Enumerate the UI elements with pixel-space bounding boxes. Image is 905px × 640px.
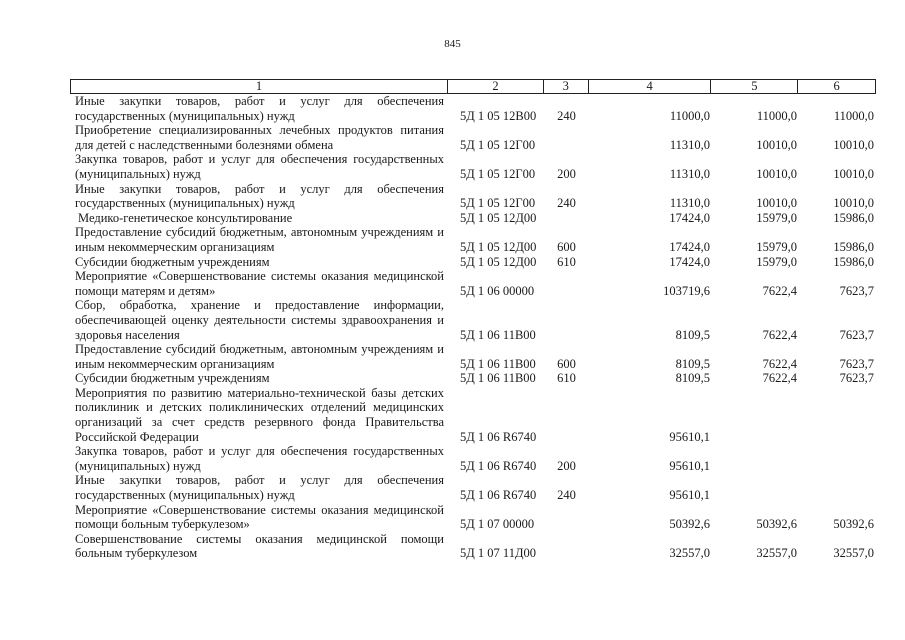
row-name: Мероприятие «Совершенствование системы оказания медицинской помощи матерям и детям»: [75, 269, 444, 298]
row-amount-col5: 10010,0: [756, 137, 797, 152]
row-code: 5Д 1 06 11В00: [460, 356, 536, 371]
row-code: 5Д 1 06 00000: [460, 283, 535, 298]
row-name: Предоставление субсидий бюджетным, автономным учреждениям и иным некоммерческим организациям: [75, 342, 444, 371]
row-expense-type: 600: [557, 356, 576, 371]
row-amount-col6: 7623,7: [839, 327, 874, 342]
row-code: 5Д 1 06 11В00: [460, 327, 536, 342]
table-row: [70, 123, 876, 152]
header-col-6: 6: [833, 79, 840, 94]
row-amount-col4: 8109,5: [675, 327, 710, 342]
row-amount-col6: 15986,0: [833, 254, 874, 269]
row-code: 5Д 1 05 12Г00: [460, 196, 536, 211]
row-name: Медико-генетическое консультирование: [78, 210, 293, 225]
row-amount-col6: [799, 386, 876, 444]
row-name: Иные закупки товаров, работ и услуг для обеспечения государственных (муниципальных) нужд: [75, 94, 444, 123]
row-amount-col5: 7622,4: [762, 327, 797, 342]
table-row: [70, 269, 876, 298]
row-name: Иные закупки товаров, работ и услуг для обеспечения государственных (муниципальных) нужд: [75, 181, 444, 211]
row-amount-col6: 15986,0: [833, 239, 874, 254]
row-code: 5Д 1 05 12Д00: [460, 210, 537, 225]
row-code: 5Д 1 05 12Д00: [460, 239, 537, 254]
table-body: [70, 94, 876, 561]
row-amount-col4: 17424,0: [669, 210, 710, 225]
row-amount-col4: 11310,0: [669, 166, 710, 181]
row-code: 5Д 1 06 R6740: [460, 458, 537, 473]
row-amount-col4: 11310,0: [669, 137, 710, 152]
header-col-3: 3: [544, 80, 589, 93]
row-amount-col5: [712, 444, 799, 473]
row-expense-type: [544, 211, 589, 226]
row-amount-col4: 8109,5: [675, 356, 710, 371]
header-col-1: 1: [71, 80, 448, 93]
row-expense-type: [544, 123, 589, 152]
row-amount-col6: [799, 444, 876, 473]
row-code: 5Д 1 05 12В00: [460, 108, 537, 123]
row-amount-col5: 10010,0: [756, 166, 797, 181]
row-code: 5Д 1 07 00000: [460, 517, 535, 532]
table-row: [70, 225, 876, 254]
row-amount-col4: 17424,0: [669, 239, 710, 254]
row-name: Мероприятия по развитию материально-технической базы детских поликлиник и детских поликлинических отделений медицинских организаций за счет средств резервного фонда Правительства Российской Федерации: [75, 385, 444, 444]
row-amount-col6: 50392,6: [833, 517, 874, 532]
table-row: [70, 503, 876, 532]
table-row: [70, 444, 876, 473]
row-name: Предоставление субсидий бюджетным, автономным учреждениям и иным некоммерческим организациям: [75, 225, 444, 254]
row-name: Закупка товаров, работ и услуг для обеспечения государственных (муниципальных) нужд: [75, 444, 444, 473]
row-amount-col6: 10010,0: [833, 166, 874, 181]
row-expense-type: [544, 269, 589, 298]
table-row: [70, 342, 876, 371]
row-name: Субсидии бюджетным учреждениям: [75, 254, 270, 269]
header-col-2: 2: [448, 80, 544, 93]
row-amount-col5: 15979,0: [756, 254, 797, 269]
table-row: [70, 371, 876, 386]
table-row: [70, 532, 876, 561]
budget-table: [70, 79, 876, 561]
row-amount-col4: 95610,1: [669, 429, 710, 444]
header-col-4: 4: [589, 80, 712, 93]
row-expense-type: 200: [557, 166, 576, 181]
row-name: Мероприятие «Совершенствование системы оказания медицинской помощи больным туберкулезом»: [75, 502, 444, 532]
row-amount-col5: 7622,4: [762, 283, 797, 298]
row-amount-col6: 7623,7: [839, 283, 874, 298]
table-row: [70, 298, 876, 342]
row-amount-col4: 11000,0: [669, 108, 710, 123]
row-amount-col5: 15979,0: [756, 239, 797, 254]
row-amount-col5: 10010,0: [756, 196, 797, 211]
row-amount-col4: 50392,6: [669, 517, 710, 532]
row-expense-type: [544, 298, 589, 342]
row-amount-col5: 32557,0: [756, 546, 797, 561]
row-name: Закупка товаров, работ и услуг для обеспечения государственных (муниципальных) нужд: [75, 152, 444, 181]
row-amount-col6: [799, 473, 876, 502]
row-amount-col4: 17424,0: [669, 254, 710, 269]
row-expense-type: 610: [557, 371, 576, 386]
row-name: Субсидии бюджетным учреждениям: [75, 371, 270, 386]
row-code: 5Д 1 06 R6740: [460, 488, 537, 503]
row-amount-col6: 11000,0: [833, 108, 874, 123]
row-name: Совершенствование системы оказания медицинской помощи больным туберкулезом: [75, 531, 444, 561]
page-number: 845: [444, 38, 461, 50]
row-amount-col5: [712, 473, 799, 502]
row-amount-col4: 32557,0: [669, 546, 710, 561]
row-expense-type: [544, 386, 589, 444]
row-amount-col6: 10010,0: [833, 137, 874, 152]
row-code: 5Д 1 05 12Д00: [460, 254, 537, 269]
row-amount-col4: 11310,0: [669, 196, 710, 211]
table-row: [70, 182, 876, 211]
row-expense-type: 200: [557, 458, 576, 473]
row-code: 5Д 1 05 12Г00: [460, 166, 536, 181]
row-amount-col5: 7622,4: [762, 356, 797, 371]
row-expense-type: 240: [557, 488, 576, 503]
row-amount-col4: 103719,6: [663, 283, 710, 298]
row-amount-col4: 95610,1: [669, 458, 710, 473]
row-code: 5Д 1 06 11В00: [460, 371, 536, 386]
row-amount-col5: 50392,6: [756, 517, 797, 532]
row-name: Приобретение специализированных лечебных продуктов питания для детей с наследственными болезнями обмена: [75, 123, 444, 152]
row-code: 5Д 1 06 R6740: [460, 429, 537, 444]
table-row: [70, 386, 876, 444]
row-expense-type: 240: [557, 196, 576, 211]
row-amount-col6: 15986,0: [833, 210, 874, 225]
row-expense-type: 600: [557, 239, 576, 254]
row-expense-type: 610: [557, 254, 576, 269]
row-name: Иные закупки товаров, работ и услуг для обеспечения государственных (муниципальных) нужд: [75, 473, 444, 503]
row-amount-col6: 7623,7: [839, 371, 874, 386]
table-row: [70, 94, 876, 123]
row-amount-col5: 15979,0: [756, 210, 797, 225]
row-amount-col4: 8109,5: [675, 371, 710, 386]
row-amount-col6: 10010,0: [833, 196, 874, 211]
table-header-row: [70, 79, 876, 94]
header-col-5: 5: [711, 80, 798, 93]
row-expense-type: [544, 532, 589, 561]
table-row: [70, 211, 876, 226]
row-amount-col6: 7623,7: [839, 356, 874, 371]
row-name: Сбор, обработка, хранение и предоставление информации, обеспечивающей оценку деятельности системы здравоохранения и здоровья населения: [75, 298, 444, 342]
row-expense-type: [544, 503, 589, 532]
table-row: [70, 255, 876, 270]
row-code: 5Д 1 05 12Г00: [460, 137, 536, 152]
table-row: [70, 473, 876, 502]
row-amount-col5: [712, 386, 799, 444]
row-expense-type: 240: [557, 108, 576, 123]
row-amount-col5: 11000,0: [756, 108, 797, 123]
row-amount-col4: 95610,1: [669, 488, 710, 503]
row-amount-col5: 7622,4: [762, 371, 797, 386]
row-amount-col6: 32557,0: [833, 546, 874, 561]
table-row: [70, 152, 876, 181]
row-code: 5Д 1 07 11Д00: [460, 546, 536, 561]
